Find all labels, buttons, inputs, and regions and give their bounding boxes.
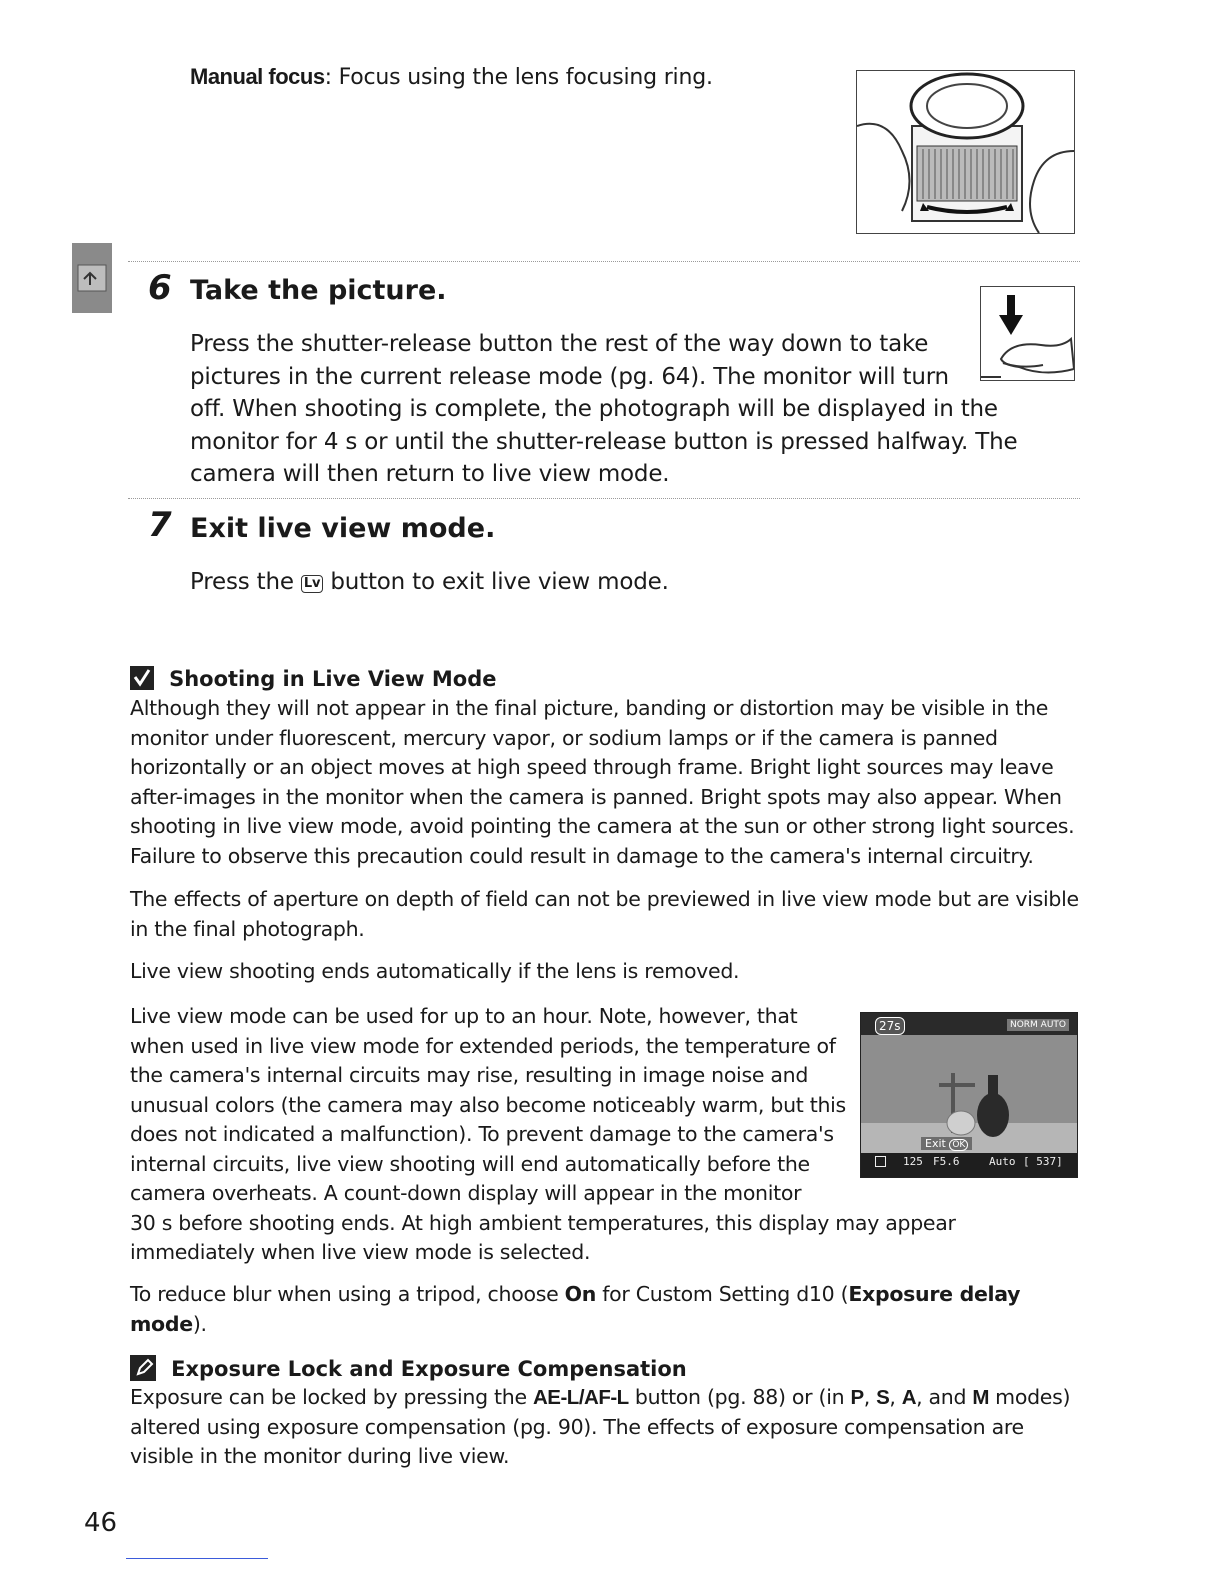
- step-7-text-after: button to exit live view mode.: [323, 569, 669, 595]
- aperture-value: F5.6: [933, 1155, 960, 1168]
- note-line: Live view mode can be used for up to an hour. Note, however, that: [130, 1004, 798, 1028]
- note-line: shooting in live view mode, avoid pointing the camera at the sun or other strong light sources.: [130, 814, 1075, 838]
- note-line: altered using exposure compensation (pg. 90). The effects of exposure compensation are: [130, 1414, 1024, 1439]
- chapter-tab: [72, 243, 112, 313]
- para5-bold-mode: mode: [130, 1311, 193, 1336]
- lens-ring-drawing: [857, 71, 1074, 233]
- note-live-view-para3: Live view shooting ends automatically if the lens is removed.: [130, 959, 740, 983]
- footer-rule: [126, 1558, 268, 1559]
- note-line: unusual colors (the camera may also become noticeably warm, but this: [130, 1092, 846, 1117]
- mode-s: S: [876, 1386, 890, 1409]
- lens-focus-illustration: [856, 70, 1075, 234]
- note-exposure-header: [130, 1355, 687, 1381]
- step-6-number: 6: [148, 268, 172, 308]
- note-live-view-title: Shooting in Live View Mode: [169, 667, 497, 691]
- note-line: the camera's internal circuits may rise, resulting in image noise and: [130, 1063, 809, 1087]
- step-6-line: pictures in the current release mode (pg. 64). The monitor will turn: [190, 363, 949, 390]
- note-line: immediately when live view mode is selected.: [130, 1240, 591, 1264]
- monitor-scene: [861, 1013, 1077, 1177]
- ae-l-af-l-button-label: AE-L/AF-L: [533, 1386, 629, 1409]
- page-number: 46: [84, 1508, 118, 1538]
- note-line: camera overheats. A count-down display will appear in the monitor: [130, 1181, 802, 1205]
- note-line: in the final photograph.: [130, 916, 365, 941]
- step-6-line: off. When shooting is complete, the photograph will be displayed in the: [190, 396, 998, 423]
- monitor-display: [860, 1012, 1078, 1178]
- step-7-text-before: Press the: [190, 569, 301, 595]
- para5-bold-on: On: [564, 1282, 597, 1306]
- monitor-top-right-info: NORM AUTO: [1007, 1019, 1069, 1031]
- monitor-exit-hint: [921, 1137, 972, 1150]
- manual-focus-desc: : Focus using the lens focusing ring.: [324, 65, 713, 90]
- frames-remaining: [ 537]: [1023, 1155, 1063, 1168]
- note-line: after-images in the monitor when the camera is panned. Bright spots may also appear. When: [130, 784, 1062, 809]
- note-line: [130, 1280, 1080, 1310]
- step-6-body: [190, 328, 1070, 491]
- para5-line2-after: ).: [192, 1311, 207, 1336]
- note-exposure-body: [130, 1383, 1080, 1472]
- manual-focus-text: [190, 62, 713, 93]
- ok-button-icon: OK: [949, 1139, 968, 1151]
- note-line: Although they will not appear in the final picture, banding or distortion may be visible in the: [130, 696, 1049, 720]
- note-live-view-header: [130, 666, 496, 691]
- step-6-line: monitor for 4 s or until the shutter-release button is pressed halfway. The: [190, 428, 1018, 455]
- shutter-speed: 125: [903, 1155, 923, 1168]
- mode-a: A: [901, 1386, 917, 1409]
- note-line: does not indicated a malfunction). To prevent damage to the camera's: [130, 1122, 834, 1146]
- note-live-view-para2: [130, 885, 1080, 944]
- exposure-line1-after: modes): [988, 1385, 1071, 1409]
- para5-before: To reduce blur when using a tripod, choose: [130, 1282, 565, 1306]
- caution-icon: [130, 666, 154, 690]
- note-exposure-title: Exposure Lock and Exposure Compensation: [171, 1357, 687, 1381]
- manual-focus-label: Manual focus: [190, 64, 325, 89]
- mode-p: P: [850, 1386, 864, 1409]
- para5-middle: for Custom Setting d10 (: [596, 1282, 849, 1306]
- step-7-number: 7: [148, 505, 172, 545]
- note-line: when used in live view mode for extended periods, the temperature of: [130, 1033, 836, 1058]
- countdown-indicator: [875, 1017, 905, 1035]
- pencil-note-icon: [130, 1355, 156, 1381]
- divider: [128, 261, 1080, 262]
- divider: [128, 498, 1080, 499]
- exposure-line1-before: Exposure can be locked by pressing the: [130, 1385, 533, 1409]
- live-view-button-icon: Lv: [301, 575, 323, 593]
- iso-value: Auto: [989, 1155, 1016, 1168]
- exit-label: Exit: [925, 1137, 946, 1150]
- note-line: Exposure can be locked by pressing the AE-L/AF-L button (pg. 88) or (in P, S, A, and M modes): [130, 1385, 1071, 1409]
- step-6-title: Take the picture.: [190, 275, 447, 306]
- para5-bold-exposure-delay: Exposure delay: [848, 1282, 1021, 1306]
- exposure-line1-mid: button (pg. 88) or (in: [628, 1385, 851, 1409]
- note-line: horizontally or an object moves at high speed through frame. Bright light sources may leave: [130, 755, 1054, 779]
- note-line: [130, 1310, 1080, 1340]
- note-line: 30 s before shooting ends. At high ambient temperatures, this display may appear: [130, 1210, 956, 1235]
- note-line: monitor under fluorescent, mercury vapor, or sodium lamps or if the camera is panned: [130, 725, 998, 750]
- countdown-value: 27s: [879, 1019, 901, 1033]
- note-line: The effects of aperture on depth of field can not be previewed in live view mode but are visible: [130, 887, 1079, 911]
- shooting-chapter-icon: [72, 243, 112, 313]
- note-line: Failure to observe this precaution could result in damage to the camera's internal circuitry.: [130, 843, 1034, 868]
- step-6-line: camera will then return to live view mode.: [190, 461, 670, 488]
- note-line: internal circuits, live view shooting will end automatically before the: [130, 1151, 810, 1176]
- note-line: visible in the monitor during live view.: [130, 1444, 510, 1468]
- step-6-line: Press the shutter-release button the rest of the way down to take: [190, 331, 929, 357]
- metering-icon: [875, 1156, 886, 1167]
- note-live-view-para1: [130, 694, 1080, 871]
- step-7-title: Exit live view mode.: [190, 513, 496, 544]
- note-live-view-para5: [130, 1280, 1080, 1339]
- step-7-body: [190, 566, 669, 599]
- mode-m: M: [972, 1386, 989, 1409]
